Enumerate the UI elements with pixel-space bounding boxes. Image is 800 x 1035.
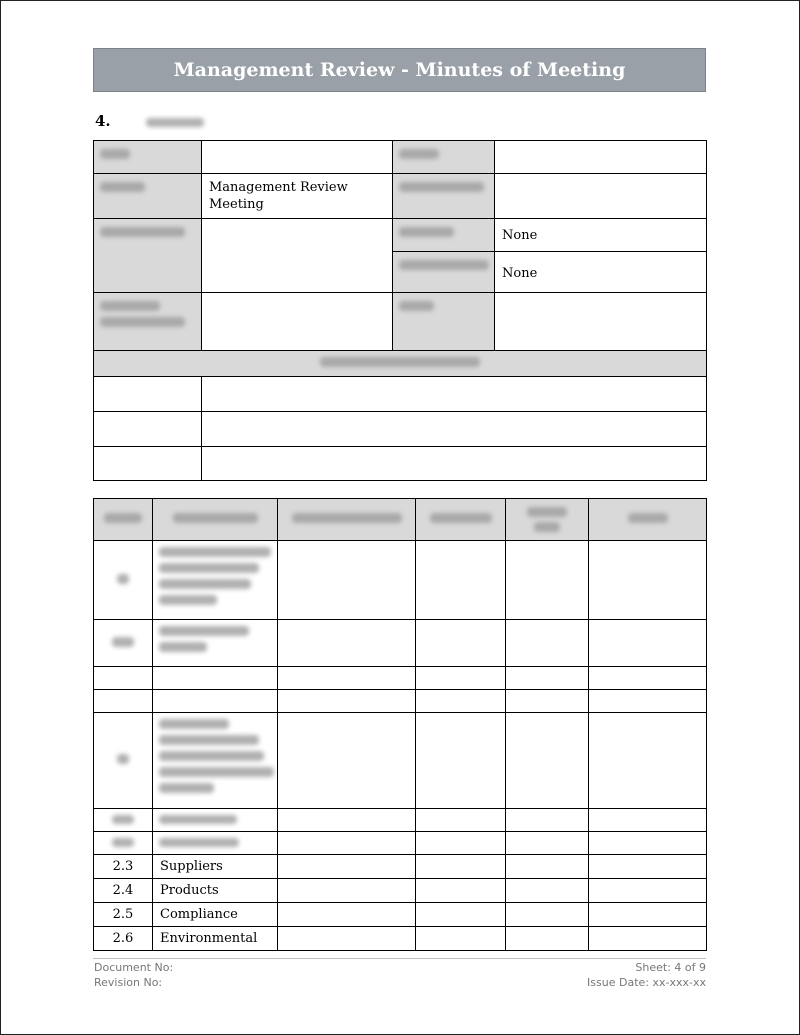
empty-value-cell	[202, 293, 393, 351]
empty-cell	[416, 541, 506, 620]
footer-document-no: Document No:	[94, 961, 174, 974]
empty-cell	[416, 620, 506, 667]
redacted-header-cell	[589, 499, 707, 541]
redacted-item-cell	[153, 713, 278, 809]
subject-value-cell	[202, 174, 393, 219]
empty-cell	[506, 903, 589, 927]
redacted-label-cell	[393, 219, 495, 252]
empty-cell	[278, 879, 416, 903]
redacted-number-cell	[94, 809, 153, 832]
redacted-subheading-cell	[94, 351, 707, 377]
empty-cell	[153, 667, 278, 690]
redacted-label-cell	[94, 293, 202, 351]
item-number: 2.3	[94, 855, 153, 879]
redacted-label-cell	[393, 141, 495, 174]
empty-cell	[506, 620, 589, 667]
redacted-label-cell	[393, 293, 495, 351]
redacted-header-cell	[278, 499, 416, 541]
table-row	[94, 879, 707, 903]
empty-cell	[589, 809, 707, 832]
redacted-header-cell	[94, 499, 153, 541]
empty-cell	[416, 903, 506, 927]
redacted-subheading	[320, 357, 480, 367]
empty-cell	[278, 903, 416, 927]
empty-cell	[278, 832, 416, 855]
empty-cell	[278, 541, 416, 620]
redacted-section-title	[146, 118, 204, 127]
empty-cell	[589, 879, 707, 903]
empty-cell	[94, 667, 153, 690]
table-row	[94, 927, 707, 951]
empty-value-cell	[495, 174, 707, 219]
footer-issue-date: Issue Date: xx-xxx-xx	[587, 976, 706, 989]
attendee-value-cell	[495, 252, 707, 293]
empty-cell	[278, 927, 416, 951]
item-number: 2.4	[94, 879, 153, 903]
empty-cell	[589, 541, 707, 620]
empty-cell	[278, 855, 416, 879]
empty-cell	[416, 713, 506, 809]
empty-cell	[153, 690, 278, 713]
table-row	[94, 903, 707, 927]
empty-cell	[94, 412, 202, 447]
redacted-number-cell	[94, 541, 153, 620]
empty-cell	[278, 667, 416, 690]
empty-cell	[589, 832, 707, 855]
empty-cell	[94, 690, 153, 713]
empty-cell	[589, 620, 707, 667]
redacted-header-cell	[416, 499, 506, 541]
empty-cell	[506, 667, 589, 690]
meeting-info-table	[93, 140, 707, 481]
redacted-item-cell	[153, 620, 278, 667]
redacted-label-cell	[94, 141, 202, 174]
empty-cell	[506, 855, 589, 879]
empty-cell	[94, 447, 202, 481]
empty-cell	[416, 690, 506, 713]
redacted-label-cell	[94, 174, 202, 219]
empty-cell	[589, 903, 707, 927]
empty-cell	[202, 447, 707, 481]
empty-cell	[416, 809, 506, 832]
redacted-number-cell	[94, 713, 153, 809]
empty-cell	[506, 541, 589, 620]
redacted-header-cell	[153, 499, 278, 541]
redacted-item-cell	[153, 832, 278, 855]
empty-cell	[506, 713, 589, 809]
redacted-label-cell	[94, 219, 202, 293]
empty-cell	[416, 927, 506, 951]
redacted-number-cell	[94, 832, 153, 855]
empty-cell	[506, 927, 589, 951]
footer-revision-no: Revision No:	[94, 976, 163, 989]
empty-value-cell	[495, 293, 707, 351]
empty-cell	[506, 879, 589, 903]
document-title: Management Review - Minutes of Meeting	[173, 59, 626, 81]
item-number: 2.5	[94, 903, 153, 927]
empty-cell	[589, 690, 707, 713]
document-title-bar	[93, 48, 706, 92]
empty-cell	[416, 667, 506, 690]
empty-cell	[589, 927, 707, 951]
empty-cell	[278, 690, 416, 713]
item-number: 2.6	[94, 927, 153, 951]
empty-cell	[278, 620, 416, 667]
footer-sheet: Sheet: 4 of 9	[635, 961, 706, 974]
empty-cell	[506, 690, 589, 713]
item-label: Compliance	[153, 903, 278, 927]
redacted-header-cell	[506, 499, 589, 541]
empty-cell	[589, 667, 707, 690]
empty-cell	[202, 377, 707, 412]
redacted-item-cell	[153, 809, 278, 832]
section-heading	[95, 112, 204, 130]
attendee-value-1: None	[502, 228, 538, 243]
item-label: Products	[153, 879, 278, 903]
item-label: Suppliers	[153, 855, 278, 879]
redacted-label-cell	[393, 252, 495, 293]
item-label: Environmental	[153, 927, 278, 951]
redacted-item-cell	[153, 541, 278, 620]
section-number: 4.	[95, 112, 111, 130]
empty-cell	[589, 855, 707, 879]
subject-value: Management Review Meeting	[209, 180, 348, 212]
empty-cell	[202, 412, 707, 447]
empty-cell	[506, 832, 589, 855]
agenda-table	[93, 498, 707, 951]
empty-value-cell	[202, 219, 393, 293]
empty-value-cell	[202, 141, 393, 174]
empty-cell	[416, 855, 506, 879]
empty-cell	[589, 713, 707, 809]
empty-cell	[278, 713, 416, 809]
table-row	[94, 855, 707, 879]
empty-cell	[94, 377, 202, 412]
footer-divider	[93, 958, 706, 959]
attendee-value-2: None	[502, 266, 538, 281]
empty-value-cell	[495, 141, 707, 174]
empty-cell	[416, 879, 506, 903]
attendee-value-cell	[495, 219, 707, 252]
empty-cell	[416, 832, 506, 855]
redacted-label-cell	[393, 174, 495, 219]
empty-cell	[278, 809, 416, 832]
redacted-number-cell	[94, 620, 153, 667]
empty-cell	[506, 809, 589, 832]
